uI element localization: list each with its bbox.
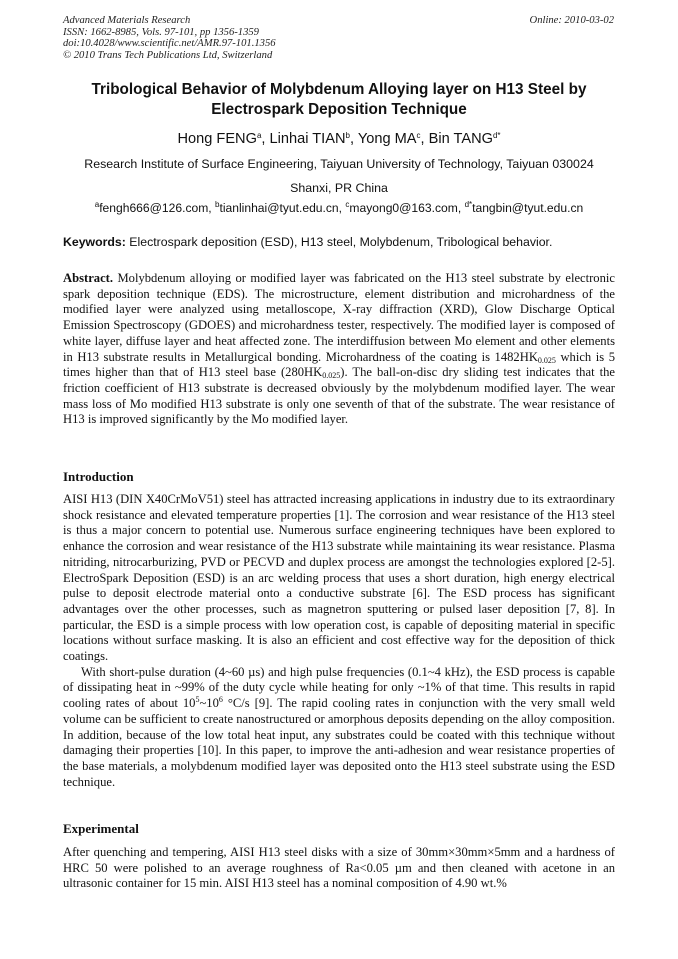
paragraph-text: °C/s [9]. The rapid cooling rates in conjunction with the very small weld volume can be sufficient to create nanostructured or amorphous deposits depending on the alloy composition. In addition, because of the low total heat input, any substrates could be coated with this technique without damaging their properties [10]. In this paper, to improve the anti-adhesion and wear resistance properties of the base materials, a molybdenum modified layer was deposited onto the H13 steel substrate using the ESD technique.	[63, 696, 616, 789]
email-mark: d*	[464, 200, 473, 209]
title-line-1: Tribological Behavior of Molybdenum Alloying layer on H13 Steel by	[91, 81, 587, 98]
email-list: $^a$fengh666@126.com, $^b$tianlinhai@tyut.edu.cn, $^c$mayong0@163.com, $^{d*}$tangbin@tyut.edu.cn	[94, 200, 584, 215]
keywords	[63, 234, 615, 250]
paragraph: AISI H13 (DIN X40CrMoV51) steel has attracted increasing applications in industry due to its extraordinary shock resistance and elevated temperature properties [1]. The corrosion and wear resistance of the H13 steel is thus a major concern to potential use. Numerous surface engineering techniques have been explored to enhance the corrosion and wear resistance of the H13 substrate while maintaining its wear resistance. Plasma nitriding, nitrocarburizing, PVD or PECVD and duplex process are amongst the technologies explored [2-5]. ElectroSpark Deposition (ESD) is an arc welding process that uses a short duration, high energy electrical pulse to deposit electrode material onto a conductive substrate [6]. The ESD process has significant advantages over the other processes, such as magnetron sputtering or pulsed laser deposition [7, 8]. In particular, the ESD is a simple process with low operation cost, is capable of depositing material in specific locations without surface masking. It is also an efficient and cost effective way for the deposition of thick coatings.	[63, 492, 615, 664]
author-name: Linhai TIAN	[269, 131, 346, 147]
journal-name: Advanced Materials Research	[63, 15, 191, 26]
abstract	[63, 271, 615, 428]
paragraph-text: ~10	[199, 696, 219, 711]
email-mark: a	[94, 200, 100, 209]
keywords-label: Keywords:	[63, 235, 126, 249]
email-mark: b	[215, 200, 220, 209]
subscript: 0.025	[537, 355, 556, 365]
issn-line: ISSN: 1662-8985, Vols. 97-101, pp 1356-1359	[63, 26, 259, 38]
paragraph	[63, 665, 615, 791]
author-mark: b	[345, 131, 350, 140]
abstract-text: Molybdenum alloying or modified layer was fabricated on the H13 steel substrate by electronic spark deposition technique (EDS). The microstructure, element distribution and microhardness of the modified layer were analyzed using metalloscope, X-ray diffraction (XRD), Glow Discharge Optical Emission Spectroscopy (GDOES) and microhardness tester, respectively. The modified layer is composed of white layer, diffuse layer and heat affected zone. The interdiffusion between Mo element and other elements in H13 substrate results in Metallurgical bonding. Microhardness of the coating is 1482HK	[63, 271, 615, 364]
paper-title	[40, 80, 638, 120]
author-name: Yong MA	[357, 131, 417, 147]
title-line-2: Electrospark Deposition Technique	[211, 101, 467, 118]
keywords-text: Electrospark deposition (ESD), H13 steel, Molybdenum, Tribological behavior.	[129, 235, 553, 249]
paragraph-text: With short-pulse duration (4~60 µs) and high pulse frequencies (0.1~4 kHz), the ESD process is capable of dissipating heat in ~99% of the duty cycle while heating for only ~1% of that time. This results in rapid cooling rates of about 10	[63, 664, 615, 711]
author-mark: c	[416, 131, 421, 140]
journal-header	[63, 15, 276, 61]
author-mark: a	[256, 131, 262, 140]
affiliation-line-1: Research Institute of Surface Engineering, Taiyuan University of Technology, Taiyuan 030024	[84, 157, 594, 171]
email-address[interactable]: fengh666@126.com	[99, 201, 209, 215]
introduction-body	[63, 492, 615, 790]
author-name: Hong FENG	[177, 131, 257, 147]
doi-line: doi:10.4028/www.scientific.net/AMR.97-101.1356	[63, 38, 276, 50]
author-mark: d*	[492, 131, 501, 140]
email-address[interactable]: mayong0@163.com	[349, 201, 458, 215]
author-name: Bin TANG	[428, 131, 493, 147]
affiliation-line-2: Shanxi, PR China	[290, 181, 388, 195]
online-date: Online: 2010-03-02	[529, 15, 614, 26]
abstract-label: Abstract.	[63, 271, 114, 285]
superscript: 5	[195, 695, 200, 705]
email-address[interactable]: tangbin@tyut.edu.cn	[472, 201, 584, 215]
experimental-body	[63, 845, 615, 892]
email-mark: c	[345, 200, 350, 209]
paragraph: After quenching and tempering, AISI H13 steel disks with a size of 30mm×30mm×5mm and a hardness of HRC 50 were polished to an average roughness of Ra<0.05 µm and then cleaned with acetone in an ultrasonic container for 15 min. AISI H13 steel has a nominal composition of 4.90 wt.%	[63, 845, 615, 891]
abstract-text: ). The ball-on-disc dry sliding test indicates that the friction coefficient of H13 substrate is decreased obviously by the molybdenum modified layer. The wear mass loss of Mo modified H13 substrate is only one seventh of that of the substrate. The wear resistance of H13 is improved significantly by the Mo modified layer.	[63, 365, 615, 427]
subscript: 0.025	[322, 371, 341, 381]
abstract-text: which is 5 times higher than that of H13 steel base (280HK	[63, 349, 615, 380]
email-address[interactable]: tianlinhai@tyut.edu.cn	[219, 201, 339, 215]
introduction-heading: Introduction	[63, 469, 134, 484]
superscript: 6	[218, 695, 223, 705]
experimental-heading: Experimental	[63, 821, 139, 836]
author-list: Hong FENG$^a$, Linhai TIAN$^b$, Yong $MA^c$, Bin $TANG^{d*}$	[177, 131, 501, 147]
copyright-line: © 2010 Trans Tech Publications Ltd, Switzerland	[63, 49, 273, 61]
